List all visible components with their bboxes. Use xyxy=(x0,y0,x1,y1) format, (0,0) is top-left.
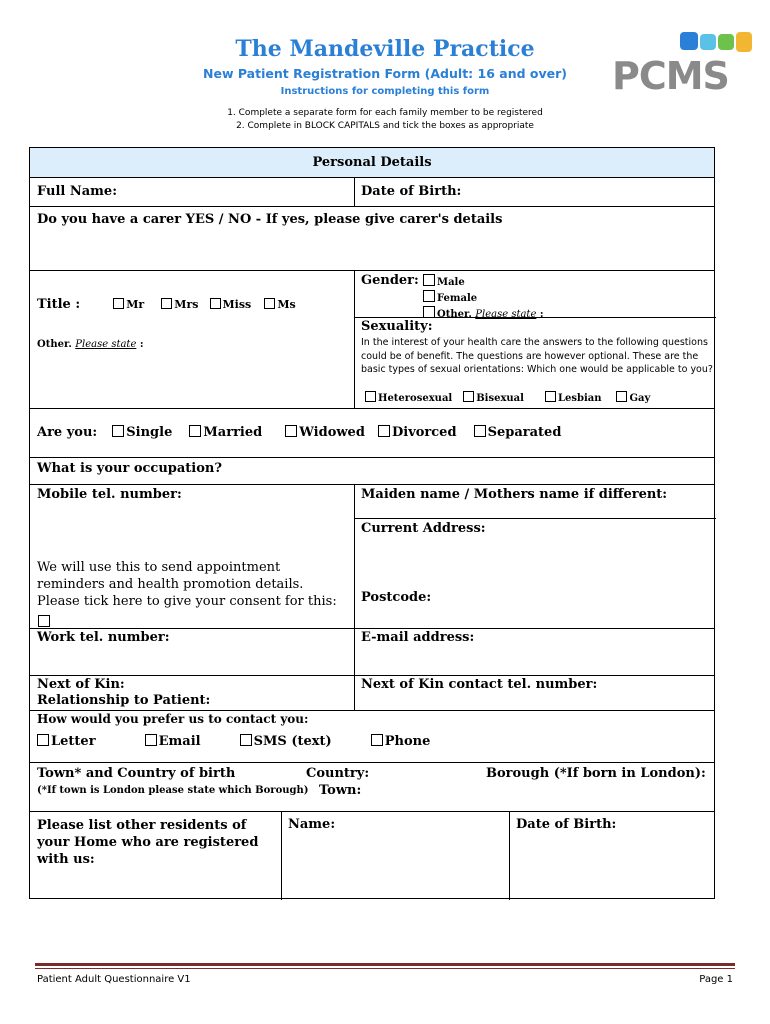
gender-other[interactable]: Other. Please state : xyxy=(423,306,544,322)
form-title: The Mandeville Practice xyxy=(235,36,535,62)
footer-page-number: Page 1 xyxy=(699,974,733,985)
maiden-name-field[interactable]: Maiden name / Mothers name if different: xyxy=(361,487,668,502)
consent-text: We will use this to send appointment reminders and health promotion details. Please tick here to give your consent for this: xyxy=(37,560,337,609)
work-tel-field[interactable]: Work tel. number: xyxy=(37,630,170,645)
section-title: Personal Details xyxy=(30,148,714,177)
resident-name-field[interactable]: Name: xyxy=(288,817,336,832)
sexuality-options xyxy=(365,391,650,406)
sexuality-text: In the interest of your health care the answers to the following questions could be of benefit. The questions are however optional. These are the basic types of sexual orientations: Which one would be applicable to you? xyxy=(361,337,713,375)
birth-town-label: Town* and Country of birth xyxy=(37,766,236,781)
title-mr[interactable]: Mr xyxy=(113,297,144,312)
title-row xyxy=(37,297,296,312)
marital-married[interactable]: Married xyxy=(189,425,262,440)
gender-options xyxy=(423,274,544,322)
checkbox[interactable] xyxy=(264,298,275,309)
checkbox[interactable] xyxy=(161,298,172,309)
mobile-field[interactable]: Mobile tel. number: xyxy=(37,487,182,502)
nok-tel-field[interactable]: Next of Kin contact tel. number: xyxy=(361,677,598,692)
footer-rule xyxy=(35,963,735,966)
gender-label: Gender: xyxy=(361,273,419,288)
contact-pref-label: How would you prefer us to contact you: xyxy=(37,712,309,726)
gender-male[interactable]: Male xyxy=(423,274,544,290)
footer-doc-name: Patient Adult Questionnaire V1 xyxy=(37,974,191,985)
gender-female[interactable]: Female xyxy=(423,290,544,306)
footer-rule-thin xyxy=(35,968,735,969)
london-note: (*If town is London please state which Borough) xyxy=(37,785,309,796)
instruction-1: 1. Complete a separate form for each family member to be registered xyxy=(227,108,543,118)
marital-single[interactable]: Single xyxy=(112,425,172,440)
carer-field[interactable]: Do you have a carer YES / NO - If yes, please give carer's details xyxy=(37,212,503,227)
checkbox[interactable] xyxy=(113,298,124,309)
full-name-field[interactable]: Full Name: xyxy=(37,184,117,199)
title-other[interactable]: Other. Please state : xyxy=(37,339,144,350)
town-field[interactable]: Town: xyxy=(319,783,362,798)
checkbox[interactable] xyxy=(210,298,221,309)
contact-options xyxy=(37,734,430,749)
form-subtitle: New Patient Registration Form (Adult: 16 and over) xyxy=(203,66,567,81)
title-ms[interactable]: Ms xyxy=(264,297,295,312)
sexuality-heterosexual[interactable]: Heterosexual xyxy=(365,393,452,404)
current-address-field[interactable]: Current Address: xyxy=(361,521,486,536)
contact-email[interactable]: Email xyxy=(145,734,201,749)
next-of-kin-field[interactable]: Next of Kin: xyxy=(37,677,125,692)
title-miss[interactable]: Miss xyxy=(210,297,252,312)
sexuality-label: Sexuality: xyxy=(361,319,433,334)
dob-field[interactable]: Date of Birth: xyxy=(361,184,462,199)
personal-details-form xyxy=(29,147,715,899)
contact-phone[interactable]: Phone xyxy=(371,734,431,749)
sexuality-gay[interactable]: Gay xyxy=(616,393,650,404)
are-you-label: Are you: xyxy=(37,425,98,440)
contact-sms[interactable]: SMS (text) xyxy=(240,734,332,749)
instruction-2: 2. Complete in BLOCK CAPITALS and tick the boxes as appropriate xyxy=(236,121,534,131)
title-label: Title : xyxy=(37,297,81,312)
marital-divorced[interactable]: Divorced xyxy=(378,425,457,440)
residents-label: Please list other residents of your Home who are registered with us: xyxy=(37,818,259,867)
sexuality-bisexual[interactable]: Bisexual xyxy=(463,393,524,404)
logo-text: PCMS xyxy=(612,54,729,98)
postcode-field[interactable]: Postcode: xyxy=(361,590,432,605)
sexuality-lesbian[interactable]: Lesbian xyxy=(545,393,602,404)
borough-field[interactable]: Borough (*If born in London): xyxy=(486,766,706,781)
marital-separated[interactable]: Separated xyxy=(474,425,562,440)
pcms-logo xyxy=(612,28,754,98)
marital-widowed[interactable]: Widowed xyxy=(285,425,365,440)
title-mrs[interactable]: Mrs xyxy=(161,297,198,312)
occupation-field[interactable]: What is your occupation? xyxy=(37,461,222,476)
marital-row xyxy=(37,425,561,440)
email-field[interactable]: E-mail address: xyxy=(361,630,475,645)
relationship-field[interactable]: Relationship to Patient: xyxy=(37,693,211,708)
country-field[interactable]: Country: xyxy=(306,766,370,781)
resident-dob-field[interactable]: Date of Birth: xyxy=(516,817,617,832)
contact-letter[interactable]: Letter xyxy=(37,734,96,749)
instructions-heading: Instructions for completing this form xyxy=(280,86,490,97)
